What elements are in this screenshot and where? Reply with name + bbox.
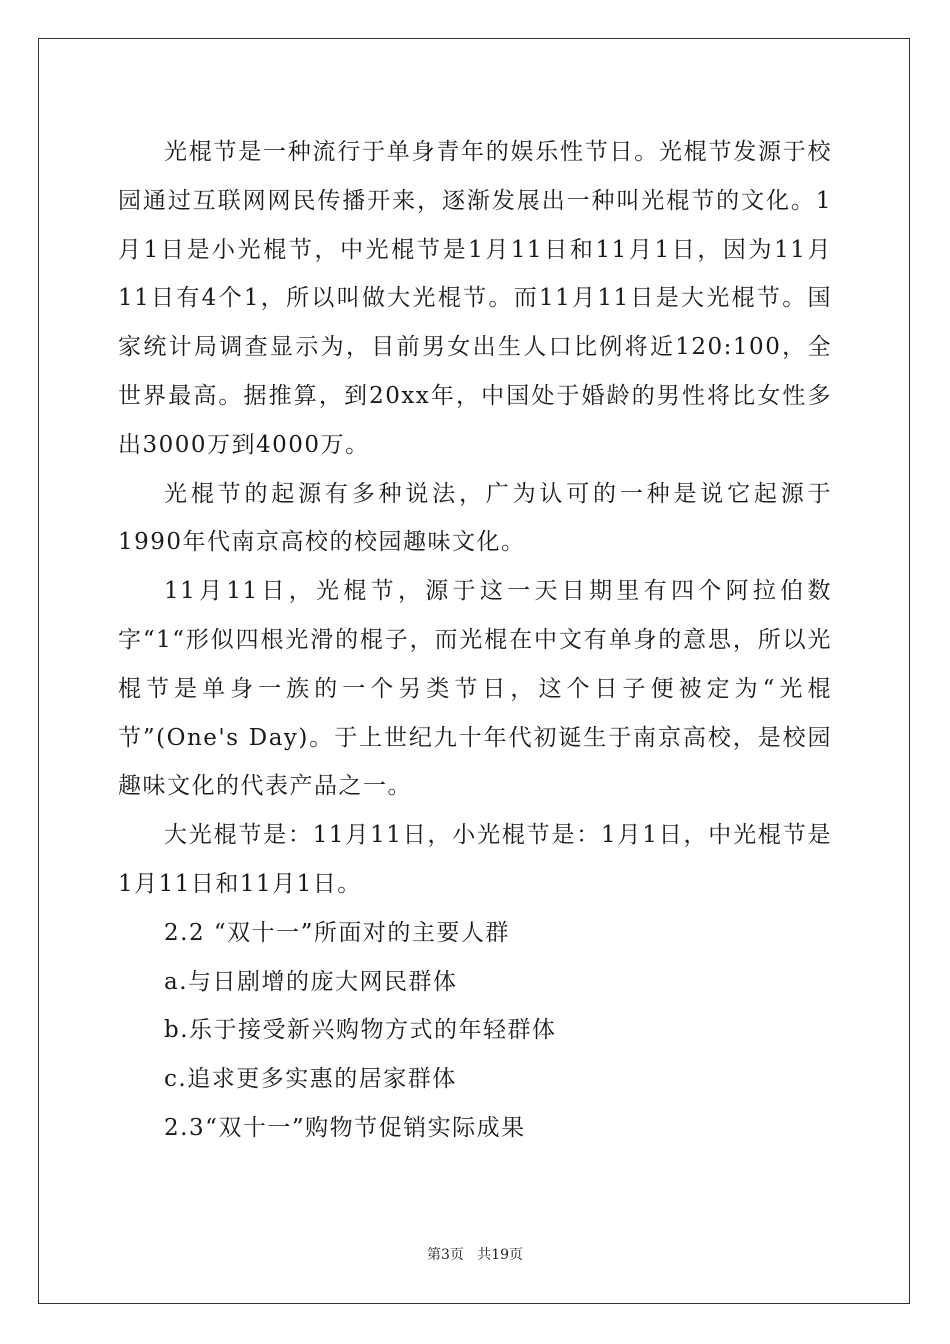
list-item: c.追求更多实惠的居家群体 bbox=[164, 1066, 457, 1093]
heading-promotion-results: 2.3“双十一”购物节促销实际成果 bbox=[164, 1114, 526, 1141]
page-number: 第3页 共19页 bbox=[426, 1247, 524, 1263]
paragraph-intro: 光棍节是一种流行于单身青年的娱乐性节日。光棍节发源于校园通过互联网网民传播开来，逐渐发展出一种叫光棍节的文化。1月1日是小光棍节，中光棍节是1月11日和11月1日，因为11月11日有4个1，所以叫做大光棍节。而11月11日是大光棍节。国家统计局调查显示为，目前男女出生人口比例将近120:100，全世界最高。据推算，到20xx年，中国处于婚龄的男性将比女性多出3000万到4000万。 bbox=[118, 139, 832, 458]
heading-target-groups: 2.2 “双十一”所面对的主要人群 bbox=[164, 919, 510, 946]
list-item: b.乐于接受新兴购物方式的年轻群体 bbox=[164, 1017, 557, 1044]
document-body bbox=[118, 128, 832, 1153]
paragraph-dates: 大光棍节是：11月11日，小光棍节是：1月1日，中光棍节是1月11日和11月1日。 bbox=[118, 822, 832, 897]
paragraph-meaning: 11月11日，光棍节，源于这一天日期里有四个阿拉伯数字“1“形似四根光滑的棍子，而光棍在中文有单身的意思，所以光棍节是单身一族的一个另类节日，这个日子便被定为“光棍节”(One's Day)。于上世纪九十年代初诞生于南京高校，是校园趣味文化的代表产品之一。 bbox=[118, 578, 832, 800]
paragraph-origin: 光棍节的起源有多种说法，广为认可的一种是说它起源于1990年代南京高校的校园趣味文化。 bbox=[118, 480, 832, 556]
list-item: a.与日剧增的庞大网民群体 bbox=[164, 968, 458, 995]
